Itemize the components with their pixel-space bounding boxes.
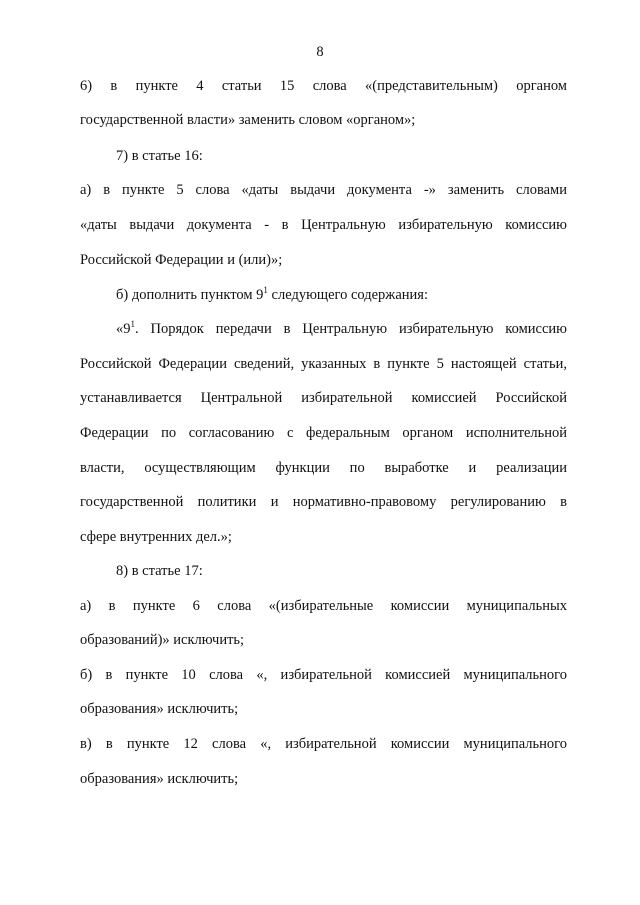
text-segment: «9 bbox=[116, 321, 131, 337]
text-line: образования» исключить; bbox=[80, 701, 239, 717]
text-segment: следующего содержания: bbox=[267, 287, 428, 303]
text-line bbox=[116, 286, 428, 304]
text-segment: . Порядок передачи в Центральную избирательную комиссию bbox=[135, 321, 567, 337]
text-line: «даты выдачи документа - в Центральную избирательную комиссию bbox=[80, 217, 567, 233]
text-line: Федерации по согласованию с федеральным органом исполнительной bbox=[80, 425, 567, 441]
text-line: 8) в статье 17: bbox=[116, 563, 203, 579]
text-line bbox=[116, 320, 567, 338]
text-line: в) в пункте 12 слова «, избирательной комиссии муниципального bbox=[80, 736, 567, 752]
text-segment: б) дополнить пунктом 9 bbox=[116, 287, 264, 303]
text-line: 6) в пункте 4 статьи 15 слова «(представительным) органом bbox=[80, 78, 567, 94]
text-line: а) в пункте 6 слова «(избирательные комиссии муниципальных bbox=[80, 598, 567, 614]
superscript: 1 bbox=[263, 285, 268, 295]
text-line: государственной политики и нормативно-правовому регулированию в bbox=[80, 494, 567, 510]
text-line: государственной власти» заменить словом «органом»; bbox=[80, 112, 416, 128]
text-line: Российской Федерации и (или)»; bbox=[80, 252, 283, 268]
text-line: устанавливается Центральной избирательной комиссией Российской bbox=[80, 390, 567, 406]
text-line: образований)» исключить; bbox=[80, 632, 245, 648]
text-line: сфере внутренних дел.»; bbox=[80, 529, 232, 545]
text-line: а) в пункте 5 слова «даты выдачи документа -» заменить словами bbox=[80, 182, 567, 198]
page-number: 8 bbox=[316, 44, 324, 60]
text-line: образования» исключить; bbox=[80, 771, 239, 787]
text-line: 7) в статье 16: bbox=[116, 148, 203, 164]
text-line: власти, осуществляющим функции по выработке и реализации bbox=[80, 460, 567, 476]
text-line: Российской Федерации сведений, указанных в пункте 5 настоящей статьи, bbox=[80, 356, 567, 372]
superscript: 1 bbox=[130, 319, 135, 329]
text-line: б) в пункте 10 слова «, избирательной комиссией муниципального bbox=[80, 667, 567, 683]
